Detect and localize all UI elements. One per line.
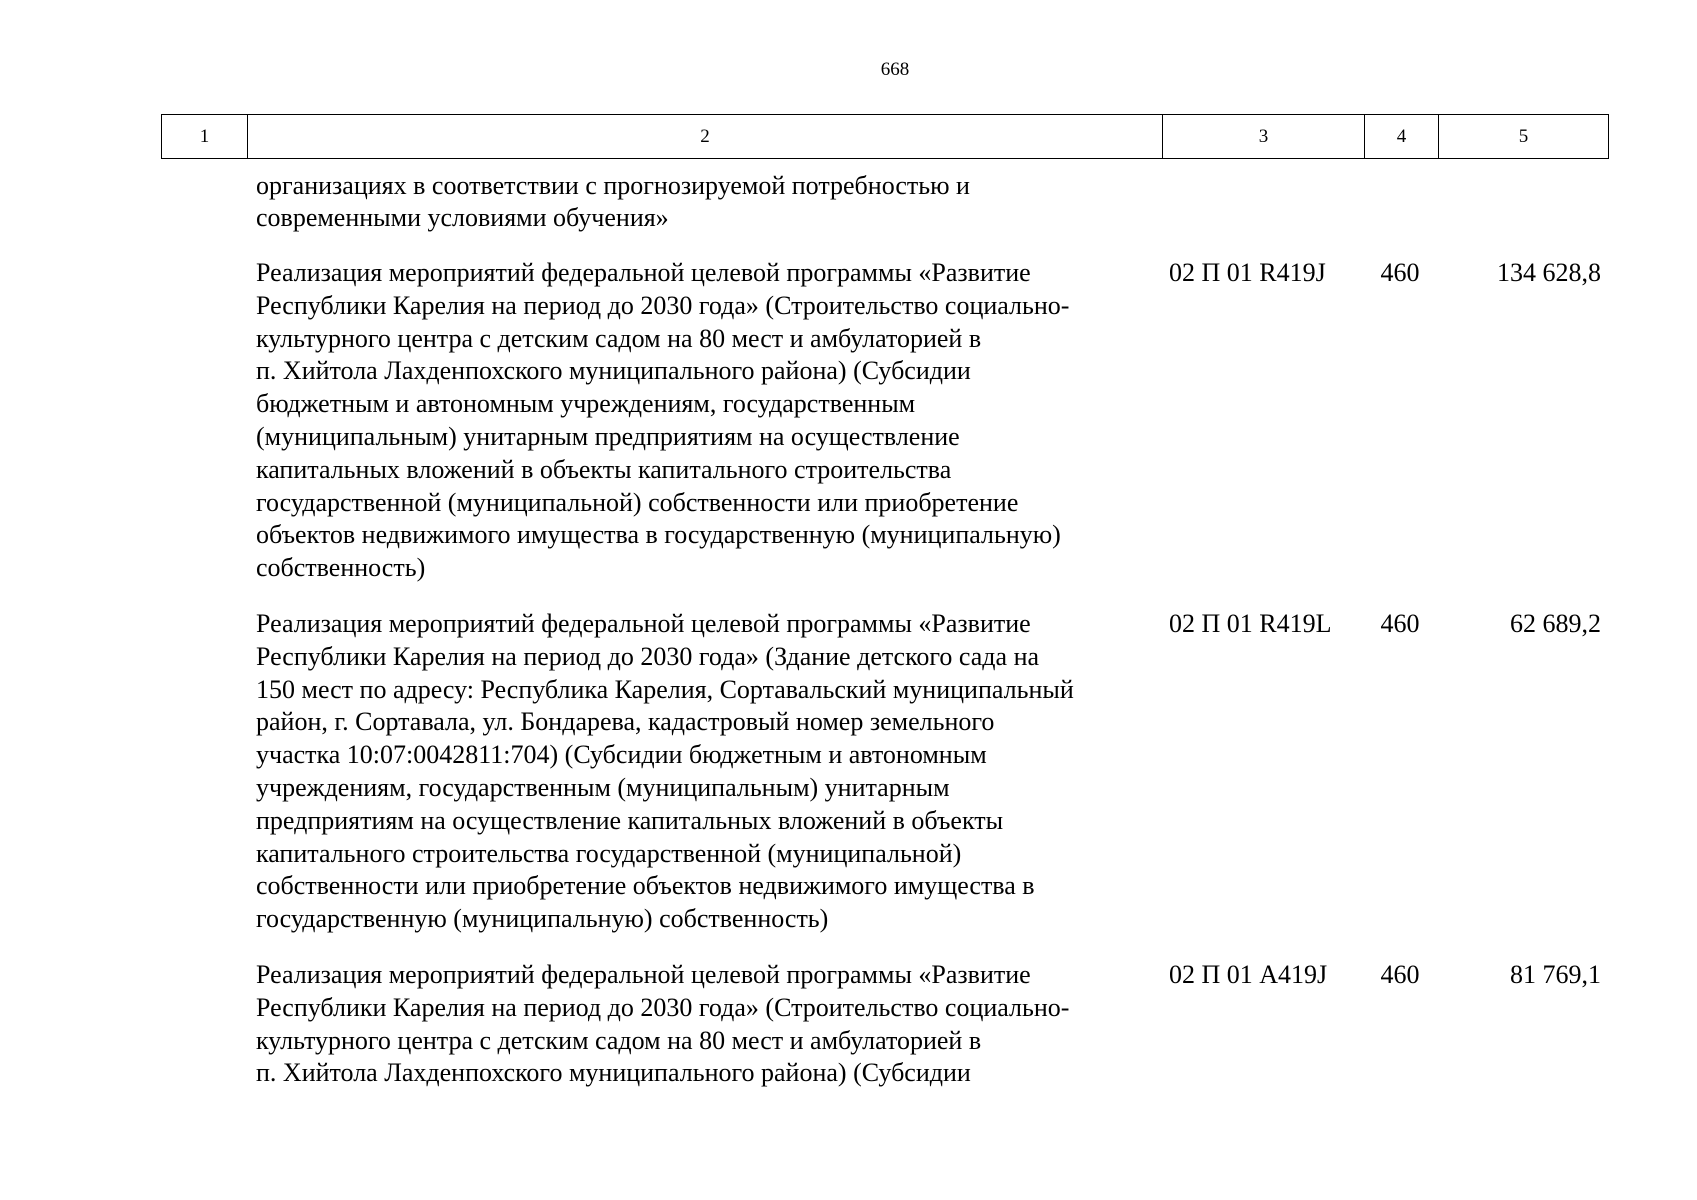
header-cell-3: 3 <box>1162 115 1364 158</box>
table-header <box>161 114 1609 159</box>
row-amount: 62 689,2 <box>1510 608 1601 638</box>
row-description: Реализация мероприятий федеральной целевой программы «Развитие Республики Карелия на период до 2030 года» (Строительство социально- культурного центра с детским садом на 80 мест и амбулаторией в п. Хийтола Лахденпохского муниципального района) (Субсидии бюджетным и автономным учреждениям, государственным (муниципальным) унитарным предприятиям на осуществление капитальных вложений в объекты капитального строительства государственной (муниципальной) собственности или приобретение объектов недвижимого имущества в государственную (муниципальную) собственность) <box>256 258 1070 583</box>
row-amount: 81 769,1 <box>1510 959 1601 989</box>
row-type: 460 <box>1380 608 1420 638</box>
header-cell-2: 2 <box>247 115 1162 158</box>
table-row <box>161 608 1609 936</box>
table-body <box>161 170 1609 1090</box>
row-amount: 134 628,8 <box>1497 258 1601 287</box>
row-description: организациях в соответствии с прогнозируемой потребностью и современными условиями обучения» <box>256 171 970 232</box>
table-row <box>161 257 1609 585</box>
row-code: 02 П 01 R419L <box>1169 608 1332 638</box>
row-description: Реализация мероприятий федеральной целевой программы «Развитие Республики Карелия на период до 2030 года» (Строительство социально- культурного центра с детским садом на 80 мест и амбулаторией в п. Хийтола Лахденпохского муниципального района) (Субсидии <box>256 959 1070 1088</box>
header-cell-1: 1 <box>199 125 210 147</box>
header-cell-4: 4 <box>1364 115 1438 158</box>
page-number: 668 <box>880 59 910 80</box>
row-description: Реализация мероприятий федеральной целевой программы «Развитие Республики Карелия на период до 2030 года» (Здание детского сада на 150 мест по адресу: Республика Карелия, Сортавальский муниципальный район, г. Сортавала, ул. Бондарева, кадастровый номер земельного участка 10:07:0042811:704) (Субсидии бюджетным и автономным учреждениям, государственным (муниципальным) унитарным предприятиям на осуществление капитальных вложений в объекты капитального строительства государственной (муниципальной) собственности или приобретение объектов недвижимого имущества в государственную (муниципальную) собственность) <box>256 608 1074 934</box>
row-code: 02 П 01 R419J <box>1169 258 1326 287</box>
row-type: 460 <box>1380 258 1420 287</box>
header-cell-5: 5 <box>1438 115 1608 158</box>
table-row <box>161 959 1609 1090</box>
row-type: 460 <box>1380 959 1420 989</box>
row-code: 02 П 01 A419J <box>1169 959 1328 989</box>
table-row <box>161 170 1609 234</box>
